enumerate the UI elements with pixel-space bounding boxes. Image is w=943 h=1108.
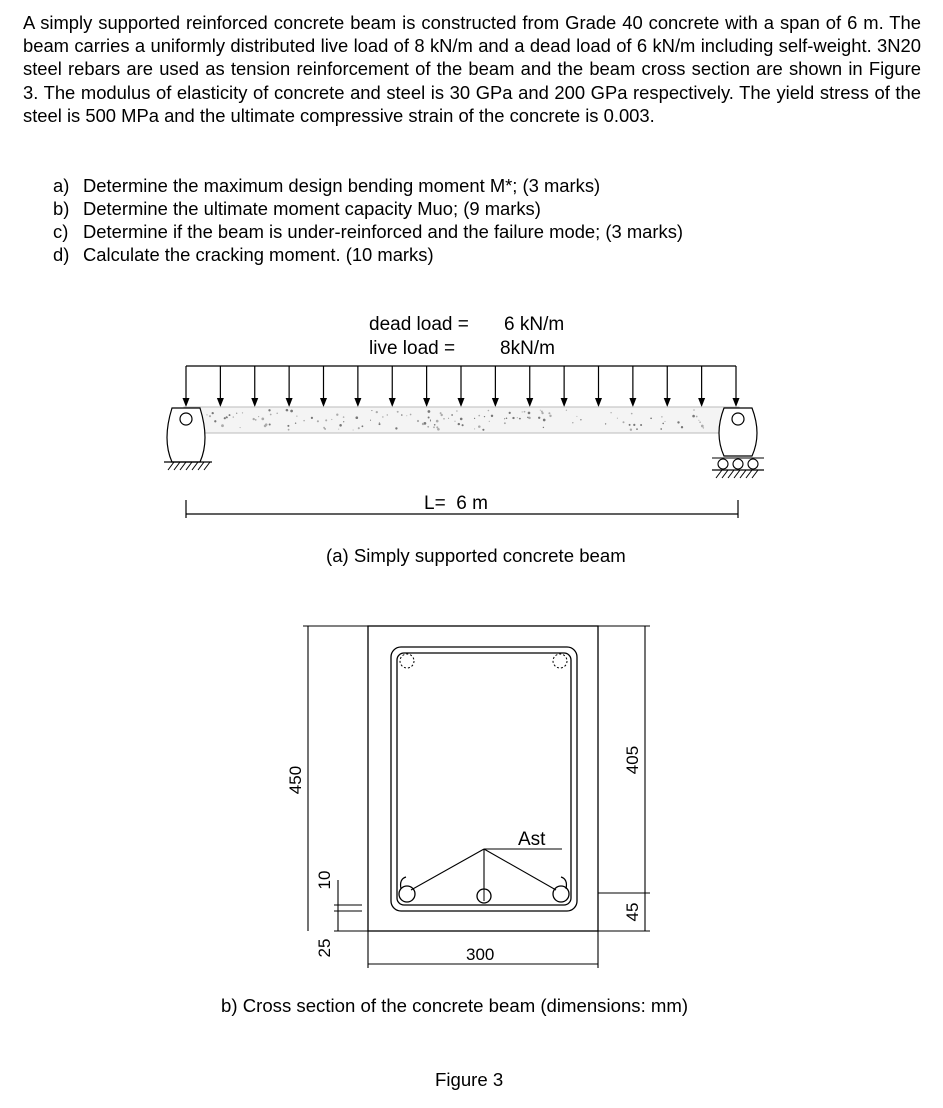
load-arrow-head [217, 398, 224, 407]
load-arrow-head [286, 398, 293, 407]
concrete-speckle [361, 425, 363, 427]
concrete-speckle [650, 417, 652, 419]
part-text: Determine the ultimate moment capacity Muo; (9 marks) [83, 198, 541, 219]
concrete-speckle [382, 416, 383, 417]
concrete-speckle [580, 419, 581, 420]
live-load-value: 8kN/m [500, 338, 555, 359]
bottom-dimension-label: 45 [623, 902, 642, 922]
concrete-speckle [491, 415, 493, 417]
concrete-speckle [699, 421, 701, 423]
concrete-speckle [276, 413, 278, 415]
part-label: c) [53, 221, 69, 242]
concrete-speckle [506, 417, 508, 419]
concrete-speckle [401, 414, 403, 416]
concrete-speckle [226, 416, 228, 418]
concrete-speckle [224, 417, 226, 419]
concrete-speckle [543, 419, 546, 422]
concrete-speckle [325, 419, 327, 421]
load-arrow-head [561, 398, 568, 407]
ast-label: Ast [518, 829, 546, 850]
concrete-speckle [258, 416, 259, 417]
concrete-speckle [660, 428, 662, 430]
concrete-speckle [288, 429, 290, 431]
question-parts [53, 174, 683, 266]
height-dimension [303, 626, 368, 931]
concrete-speckle [478, 415, 480, 417]
figure-title: Figure 3 [435, 1069, 504, 1090]
concrete-speckle [410, 414, 412, 416]
concrete-speckle [454, 421, 455, 422]
load-arrow-head [698, 398, 705, 407]
concrete-speckle [433, 426, 435, 428]
concrete-speckle [229, 414, 231, 416]
concrete-speckle [519, 418, 521, 420]
height-dimension-label: 450 [286, 765, 305, 795]
cover-dimension [334, 880, 368, 931]
concrete-speckle [437, 428, 440, 431]
cross-section-diagram [0, 600, 943, 980]
concrete-speckle [427, 426, 429, 428]
concrete-speckle [698, 420, 699, 421]
question-part-b [53, 197, 683, 220]
question-part-a [53, 174, 683, 197]
concrete-speckle [430, 420, 431, 421]
part-text: Determine the maximum design bending moment M*; (3 marks) [83, 175, 601, 196]
concrete-speckle [703, 427, 704, 428]
concrete-speckle [379, 422, 380, 423]
concrete-speckle [296, 416, 297, 417]
problem-statement: A simply supported reinforced concrete beam is constructed from Grade 40 concrete with a span of 6 m. The beam carries a uniformly distributed live load of 8 kN/m and a dead load of 6 kN/m including self-weight. 3N20 steel rebars are used as tension reinforcement of the beam and the beam cross section are shown in Figure 3. The modulus of elasticity of concrete and steel is 30 GPa and 200 GPa respectively. The yield stress of the steel is 500 MPa and the ultimate compressive strain of the concrete is 0.003. [23, 12, 921, 126]
concrete-speckle [379, 423, 381, 425]
part-text: Determine if the beam is under-reinforced and the failure mode; (3 marks) [83, 221, 684, 242]
concrete-speckle [484, 416, 485, 417]
concrete-speckle [395, 427, 397, 429]
concrete-speckle [605, 423, 606, 424]
concrete-speckle [343, 416, 345, 418]
question-part-c [53, 220, 683, 243]
concrete-speckle [268, 409, 270, 411]
tension-bar-middle [477, 889, 491, 903]
figure-b-caption: b) Cross section of the concrete beam (dimensions: mm) [221, 995, 689, 1016]
concrete-speckle [489, 421, 490, 422]
concrete-speckle [436, 420, 439, 423]
concrete-speckle [209, 415, 211, 417]
concrete-speckle [504, 418, 505, 419]
concrete-speckle [661, 416, 662, 417]
concrete-speckle [629, 424, 631, 426]
concrete-speckle [488, 410, 490, 412]
top-bar-right [553, 654, 567, 668]
concrete-speckle [517, 417, 518, 418]
concrete-speckle [428, 410, 431, 413]
concrete-speckle [633, 424, 635, 426]
load-arrow-head [183, 398, 190, 407]
load-arrow-head [526, 398, 533, 407]
concrete-speckle [206, 414, 207, 415]
concrete-speckle [528, 412, 531, 415]
concrete-speckle [681, 426, 683, 428]
concrete-speckle [261, 418, 264, 421]
concrete-speckle [339, 424, 342, 427]
dead-load-value: 6 kN/m [504, 314, 565, 335]
concrete-speckle [270, 414, 272, 416]
concrete-speckle [693, 409, 695, 411]
concrete-speckle [422, 423, 424, 425]
concrete-speckle [269, 423, 271, 425]
concrete-speckle [336, 414, 338, 416]
concrete-speckle [696, 416, 698, 418]
concrete-speckle [504, 422, 506, 424]
concrete-speckle [343, 421, 344, 422]
concrete-speckle [474, 428, 475, 429]
concrete-speckle [370, 420, 371, 421]
concrete-speckle [640, 424, 642, 426]
concrete-speckle [478, 425, 481, 428]
span-label: L= 6 m [424, 493, 488, 514]
width-dimension-label: 300 [466, 945, 495, 964]
concrete-speckle [253, 418, 255, 420]
concrete-speckle [233, 416, 234, 417]
concrete-speckle [290, 410, 293, 413]
concrete-speckle [617, 418, 618, 419]
question-part-d [53, 243, 683, 266]
load-arrow-head [629, 398, 636, 407]
concrete-speckle [265, 423, 268, 426]
concrete-speckle [331, 419, 332, 420]
concrete-speckle [664, 421, 665, 422]
top-bar-left [400, 654, 414, 668]
concrete-speckle [456, 410, 458, 412]
concrete-speckle [543, 427, 544, 428]
concrete-speckle [462, 424, 464, 426]
concrete-speckle [636, 428, 638, 430]
concrete-speckle [662, 423, 664, 425]
part-label: b) [53, 198, 70, 219]
ast-leader-lines [411, 849, 562, 890]
concrete-speckle [692, 415, 695, 418]
concrete-speckle [509, 412, 511, 414]
load-arrow-head [458, 398, 465, 407]
part-text: Calculate the cracking moment. (10 marks) [83, 244, 434, 265]
udl-arrows [183, 366, 740, 407]
concrete-speckle [286, 409, 289, 412]
concrete-speckle [236, 413, 237, 414]
concrete-speckle [630, 429, 632, 431]
concrete-speckle [255, 419, 257, 421]
concrete-speckle [324, 428, 325, 429]
cover-dimension-label: 25 [315, 938, 334, 958]
load-arrow-head [251, 398, 258, 407]
load-arrow-head [320, 398, 327, 407]
concrete-speckle [338, 429, 339, 430]
concrete-speckle [623, 421, 625, 423]
figure-a-caption: (a) Simply supported concrete beam [326, 545, 626, 566]
concrete-speckle [358, 427, 360, 429]
concrete-speckle [549, 415, 551, 417]
concrete-speckle [443, 418, 445, 420]
concrete-speckle [566, 410, 567, 411]
concrete-speckle [303, 420, 305, 422]
beam-section-outline [368, 626, 598, 931]
concrete-speckle [576, 416, 577, 417]
concrete-speckle [631, 413, 633, 415]
concrete-speckle [295, 422, 296, 423]
load-arrow-head [595, 398, 602, 407]
concrete-speckle [376, 411, 378, 413]
concrete-speckle [214, 420, 216, 422]
concrete-speckle [528, 417, 531, 420]
concrete-speckle [548, 412, 550, 414]
concrete-speckle [610, 412, 611, 413]
concrete-speckle [538, 417, 540, 419]
concrete-speckle [522, 411, 523, 412]
concrete-speckle [451, 414, 453, 416]
load-arrow-head [423, 398, 430, 407]
load-arrow-head [664, 398, 671, 407]
concrete-speckle [677, 421, 679, 423]
concrete-speckle [541, 412, 543, 414]
concrete-speckle [417, 420, 419, 422]
load-arrow-head [354, 398, 361, 407]
concrete-speckle [572, 422, 573, 423]
concrete-speckle [221, 424, 224, 427]
load-arrow-head [733, 398, 740, 407]
effective-depth-label: 405 [623, 745, 642, 775]
load-arrow-head [492, 398, 499, 407]
concrete-speckle [701, 425, 704, 428]
concrete-speckle [440, 412, 442, 414]
concrete-speckle [353, 429, 354, 430]
load-arrow-head [389, 398, 396, 407]
effective-depth-dimension [598, 626, 650, 931]
concrete-speckle [460, 418, 463, 421]
concrete-speckle [474, 418, 475, 419]
concrete-speckle [512, 417, 514, 419]
stirrup-dimension-label: 10 [315, 870, 334, 890]
concrete-speckle [458, 423, 460, 425]
concrete-speckle [323, 427, 325, 429]
concrete-speckle [242, 412, 243, 413]
concrete-speckle [540, 410, 541, 411]
concrete-speckle [441, 414, 443, 416]
concrete-speckle [317, 420, 319, 422]
concrete-speckle [448, 418, 449, 419]
concrete-speckle [212, 412, 214, 414]
concrete-speckle [434, 424, 436, 426]
concrete-speckle [397, 411, 399, 413]
concrete-speckle [387, 414, 388, 415]
concrete-speckle [240, 427, 241, 428]
concrete-speckle [482, 429, 484, 431]
concrete-speckle [428, 417, 430, 419]
part-label: a) [53, 175, 70, 196]
part-label: d) [53, 244, 70, 265]
concrete-speckle [371, 410, 372, 411]
concrete-speckle [355, 416, 358, 419]
concrete-speckle [524, 411, 526, 413]
dead-load-label: dead load = [369, 314, 469, 335]
beam-diagram [0, 300, 943, 540]
live-load-label: live load = [369, 338, 456, 359]
concrete-speckle [406, 415, 407, 416]
concrete-speckle [311, 417, 313, 419]
concrete-speckle [287, 425, 289, 427]
